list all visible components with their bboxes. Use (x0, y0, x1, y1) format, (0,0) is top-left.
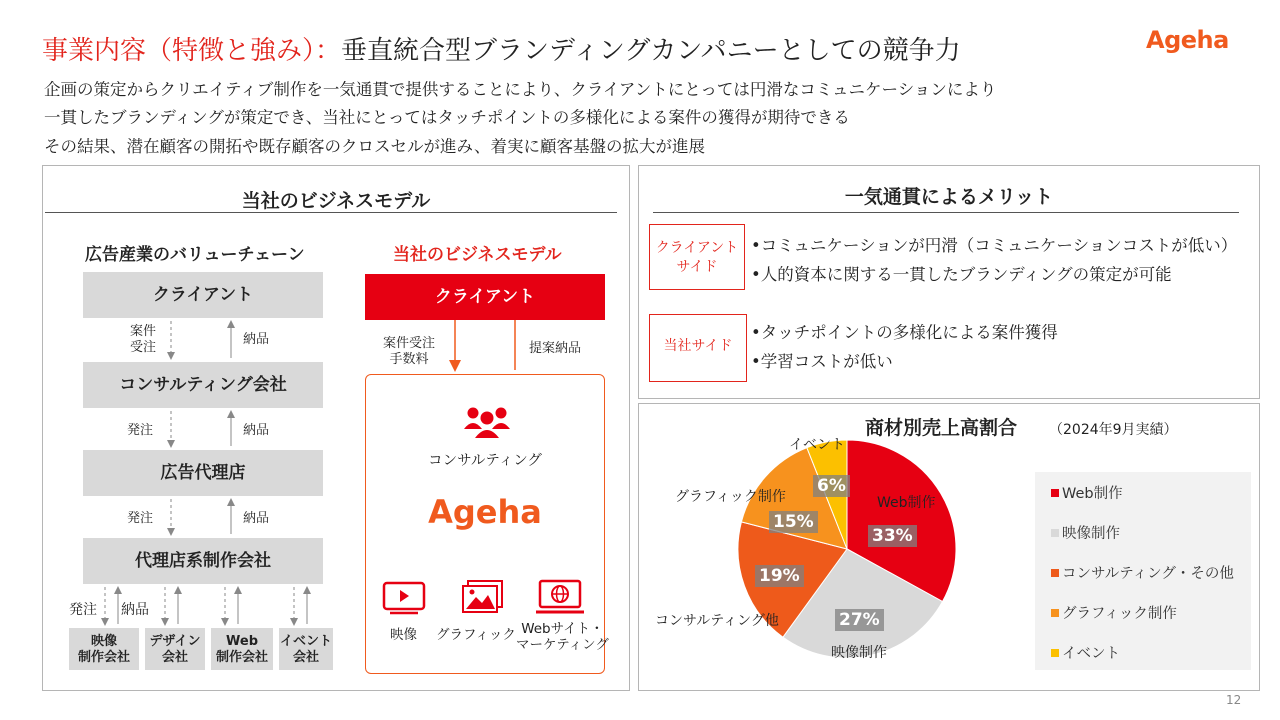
legend-label: 映像制作 (1062, 526, 1120, 542)
pie-category-label-consulting: コンサルティング他 (655, 613, 779, 629)
merit-bullet: •タッチポイントの多様化による案件獲得 (751, 323, 1058, 342)
legend-swatch (1051, 609, 1059, 617)
sub-design-company: デザイン 会社 (145, 628, 205, 670)
vc-client-box: クライアント (83, 272, 323, 318)
merits-title: 一気通貫によるメリット (844, 186, 1054, 208)
intro-line-1: 企画の策定からクリエイティブ制作を一気通貫で提供することにより、クライアントにとっては円滑なコミュニケーションにより (44, 80, 997, 99)
pie-pct-consulting: 19% (755, 565, 804, 587)
business-model-panel (42, 165, 630, 691)
merit-bullet: •人的資本に関する一貫したブランディングの策定が可能 (751, 265, 1172, 284)
merit-bullet: •学習コストが低い (751, 352, 893, 371)
vc-arrow-label-down-2: 発注 (127, 423, 154, 438)
intro-line-3: その結果、潜在顧客の開拓や既存顧客のクロスセルが進み、着実に顧客基盤の拡大が進展 (44, 137, 705, 156)
legend-swatch (1051, 529, 1059, 537)
company-side-label: 当社サイド (649, 314, 747, 382)
legend-label: グラフィック制作 (1062, 606, 1177, 622)
ageha-model-heading: 当社のビジネスモデル (393, 245, 562, 265)
merit-bullet: •コミュニケーションが円滑（コミュニケーションコストが低い） (751, 236, 1238, 255)
consulting-label: コンサルティング (428, 453, 542, 469)
intro-line-2: 一貫したブランディングが策定でき、当社にとってはタッチポイントの多様化による案件の獲得が期待できる (44, 108, 850, 127)
sales-mix-title: 商材別売上高割合 (865, 417, 1018, 439)
sub-video-company: 映像 制作会社 (69, 628, 139, 670)
page-number: 12 (1226, 693, 1242, 707)
divider (653, 212, 1239, 213)
legend-item-video (1051, 522, 1120, 543)
ageha-logo: Ageha (428, 493, 542, 531)
web-icon (536, 579, 584, 619)
legend-swatch (1051, 489, 1059, 497)
legend-item-event (1051, 642, 1120, 663)
legend-label: Web制作 (1062, 486, 1123, 502)
legend-label: イベント (1062, 646, 1120, 662)
service-graphic-label: グラフィック (436, 627, 516, 643)
pie-pct-graphic: 15% (769, 511, 818, 533)
graphic-icon (460, 579, 504, 619)
page-title (42, 30, 961, 67)
vc-arrow-label-up-3: 納品 (243, 511, 270, 526)
title-main: 垂直統合型ブランディングカンパニーとしての競争力 (341, 36, 961, 66)
sub-event-company: イベント 会社 (279, 628, 333, 670)
pie-pct-web: 33% (868, 525, 917, 547)
vc-arrow-label-up-1: 納品 (243, 332, 270, 347)
legend-swatch (1051, 649, 1059, 657)
ageha-client-box: クライアント (365, 274, 605, 320)
ageha-down-label: 案件受注 手数料 (383, 336, 436, 367)
vc-arrow-label-up-2: 納品 (243, 423, 270, 438)
ageha-up-label: 提案納品 (529, 341, 582, 356)
client-side-label: クライアント サイド (649, 224, 745, 290)
service-web-label: Webサイト・ マーケティング (516, 621, 609, 653)
sub-web-company: Web 制作会社 (211, 628, 273, 670)
pie-category-label-video: 映像制作 (831, 645, 887, 661)
title-prefix: 事業内容（特徴と強み）： (42, 36, 342, 66)
business-model-title: 当社のビジネスモデル (241, 190, 431, 212)
pie-pct-video: 27% (835, 609, 884, 631)
vc-bottom-down-label: 発注 (69, 602, 97, 618)
company-logo: Ageha (1146, 26, 1229, 54)
vc-bottom-up-label: 納品 (121, 602, 149, 618)
legend-item-web (1051, 482, 1123, 503)
vc-agency-production-box: 代理店系制作会社 (83, 538, 323, 584)
pie-pct-event: 6% (813, 475, 850, 497)
people-icon (462, 405, 512, 443)
vc-consulting-box: コンサルティング会社 (83, 362, 323, 408)
video-icon (382, 581, 426, 619)
value-chain-heading: 広告産業のバリューチェーン (85, 245, 305, 265)
merits-panel (638, 165, 1260, 399)
vc-arrow-label-down-3: 発注 (127, 511, 154, 526)
legend-swatch (1051, 569, 1059, 577)
legend-label: コンサルティング・その他 (1062, 566, 1234, 582)
legend-item-graphic (1051, 602, 1177, 623)
pie-category-label-event: イベント (789, 437, 845, 453)
pie-category-label-graphic: グラフィック制作 (675, 489, 786, 505)
legend-item-consulting (1051, 562, 1234, 583)
ageha-service-box (365, 374, 609, 674)
service-video-label: 映像 (390, 627, 417, 643)
pie-category-label-web: Web制作 (877, 495, 936, 511)
sales-mix-panel (638, 403, 1260, 691)
vc-agency-box: 広告代理店 (83, 450, 323, 496)
sales-mix-note: （2024年9月実績） (1049, 422, 1178, 438)
pie-legend (1035, 472, 1251, 670)
vc-arrow-label-down-1: 案件 受注 (129, 324, 156, 355)
